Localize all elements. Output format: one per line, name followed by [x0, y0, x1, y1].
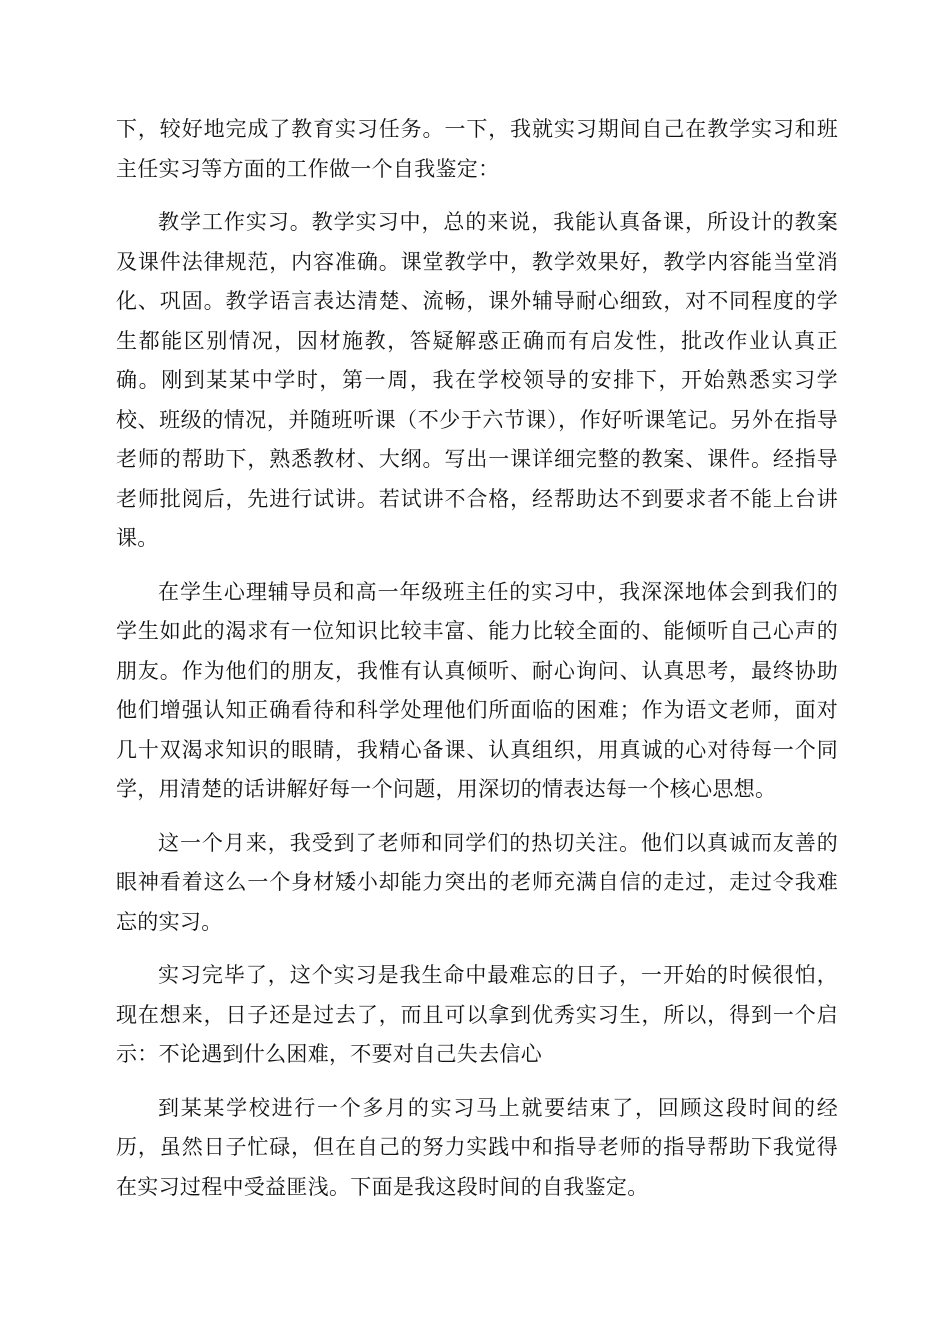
document-page [116, 110, 838, 1221]
paragraph-teaching-practice: 教学工作实习。教学实习中，总的来说，我能认真备课，所设计的教案及课件法律规范，内容准确。课堂教学中，教学效果好，教学内容能当堂消化、巩固。教学语言表达清楚、流畅，课外辅导耐心细致，对不同程度的学生都能区别情况，因材施教，答疑解惑正确而有启发性，批改作业认真正确。刚到某某中学时，第一周，我在学校领导的安排下，开始熟悉实习学校、班级的情况，并随班听课（不少于六节课），作好听课笔记。另外在指导老师的帮助下，熟悉教材、大纲。写出一课详细完整的教案、课件。经指导老师批阅后，先进行试讲。若试讲不合格，经帮助达不到要求者不能上台讲课。 [116, 210, 838, 550]
paragraph-conclusion: 实习完毕了，这个实习是我生命中最难忘的日子，一开始的时候很怕，现在想来，日子还是过去了，而且可以拿到优秀实习生，所以，得到一个启示：不论遇到什么困难，不要对自己失去信心 [116, 963, 838, 1066]
paragraph-attention: 这一个月来，我受到了老师和同学们的热切关注。他们以真诚而友善的眼神看着这么一个身材矮小却能力突出的老师充满自信的走过，走过令我难忘的实习。 [116, 830, 838, 934]
paragraph-self-assessment-intro: 到某某学校进行一个多月的实习马上就要结束了，回顾这段时间的经历，虽然日子忙碌，但在自己的努力实践中和指导老师的指导帮助下我觉得在实习过程中受益匪浅。下面是我这段时间的自我鉴定。 [116, 1095, 838, 1199]
paragraph-counselor-practice: 在学生心理辅导员和高一年级班主任的实习中，我深深地体会到我们的学生如此的渴求有一位知识比较丰富、能力比较全面的、能倾听自己心声的朋友。作为他们的朋友，我惟有认真倾听、耐心询问、认真思考，最终协助他们增强认知正确看待和科学处理他们所面临的困难；作为语文老师，面对几十双渴求知识的眼睛，我精心备课、认真组织，用真诚的心对待每一个同学，用清楚的话讲解好每一个问题，用深切的情表达每一个核心思想。 [116, 579, 838, 801]
paragraph-continuation: 下，较好地完成了教育实习任务。一下，我就实习期间自己在教学实习和班主任实习等方面的工作做一个自我鉴定： [116, 117, 838, 181]
